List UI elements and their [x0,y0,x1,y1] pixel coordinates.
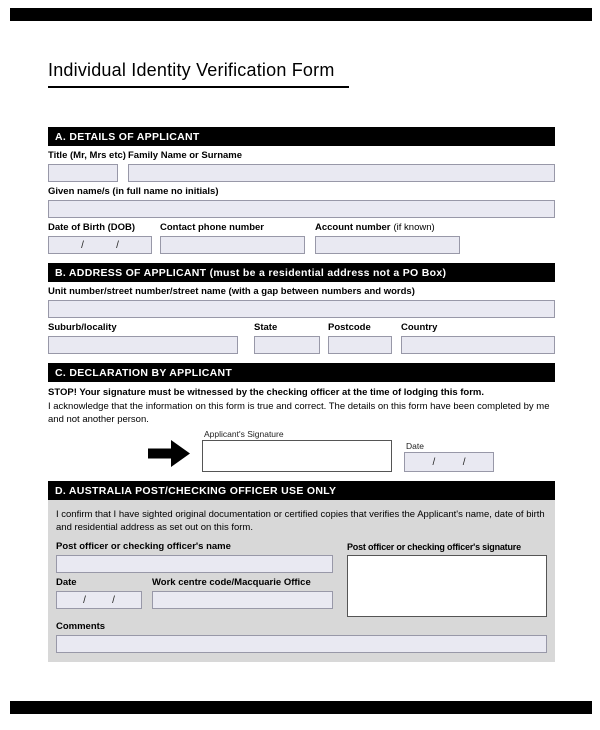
applicant-signature-box[interactable] [202,440,392,472]
postcode-field [328,318,392,354]
bottom-border-bar [10,701,592,714]
work-centre-label: Work centre code/Macquarie Office [152,577,311,588]
section-c-header: C. DECLARATION BY APPLICANT [48,363,555,382]
family-name-label: Family Name or Surname [128,150,243,161]
officer-confirmation-text: I confirm that I have sighted original documentation or certified copies that verifies the Applicant's name, date of birth and residential address as set out on this form. [56,509,545,533]
officer-signature-box[interactable] [347,555,547,617]
top-border-bar [10,8,592,21]
name-row [48,146,555,182]
suburb-field [48,318,238,354]
dob-label: Date of Birth (DOB) [48,222,136,233]
contact-phone-input[interactable] [160,236,305,254]
dob-field [48,218,152,254]
country-field [401,318,555,354]
family-name-input[interactable] [128,164,555,182]
officer-signature-field [347,541,547,617]
country-input[interactable] [401,336,555,354]
date-separator: / [83,594,86,606]
title-label: Title (Mr, Mrs etc) [48,150,126,161]
account-number-input[interactable] [315,236,460,254]
comments-label: Comments [56,621,106,632]
officer-right-column [347,537,547,617]
section-a-header: A. DETAILS OF APPLICANT [48,127,555,146]
officer-signature-label: Post officer or checking officer's signature [347,542,521,552]
section-d-header: D. AUSTRALIA POST/CHECKING OFFICER USE ONLY [48,481,555,500]
officer-panel [48,500,555,662]
state-label: State [254,322,278,333]
street-label: Unit number/street number/street name (with a gap between numbers and words) [48,286,415,297]
officer-grid [56,537,547,617]
applicant-date-field [404,441,494,472]
date-separator: / [81,239,84,251]
postcode-label: Postcode [328,322,371,333]
officer-date-workcentre-row [56,573,333,609]
officer-date-label: Date [56,577,77,588]
section-c-declaration [48,363,555,472]
officer-name-input[interactable] [56,555,333,573]
contact-phone-field [160,218,305,254]
section-b-header: B. ADDRESS OF APPLICANT (must be a residential address not a PO Box) [48,263,555,282]
title-field [48,146,128,182]
section-a-details-of-applicant [48,127,555,254]
signature-row [48,429,555,472]
acknowledgement-text: I acknowledge that the information on this form is true and correct. The details on this form have been completed by me and not another person. [48,401,550,425]
suburb-input[interactable] [48,336,238,354]
street-field [48,286,555,318]
dob-input[interactable] [48,236,152,254]
signature-pointer-arrow-icon [148,440,190,467]
contact-phone-label: Contact phone number [160,222,264,233]
officer-date-input[interactable] [56,591,142,609]
date-separator: / [112,594,115,606]
given-names-field [48,186,555,218]
account-number-hint: (if known) [393,222,435,233]
work-centre-input[interactable] [152,591,333,609]
street-input[interactable] [48,300,555,318]
given-names-label: Given name/s (in full name no initials) [48,186,219,197]
title-input[interactable] [48,164,118,182]
applicant-date-label: Date [406,441,424,451]
country-label: Country [401,322,438,333]
officer-left-column [56,537,333,617]
applicant-signature-label: Applicant's Signature [204,429,284,439]
account-number-label [315,222,460,234]
suburb-state-postcode-country-row [48,318,555,354]
applicant-signature-field [202,429,392,472]
given-names-input[interactable] [48,200,555,218]
section-d-officer-use-only [48,481,555,662]
date-separator: / [462,456,466,468]
applicant-date-input[interactable] [404,452,494,472]
page-title: Individual Identity Verification Form [48,60,349,88]
stop-warning-text: STOP! Your signature must be witnessed by the checking officer at the time of lodging this form. [48,387,485,398]
date-separator: / [432,456,436,468]
suburb-label: Suburb/locality [48,322,117,333]
officer-date-field [56,573,142,609]
section-b-address-of-applicant [48,263,555,354]
work-centre-field [152,573,333,609]
state-field [254,318,320,354]
date-separator: / [116,239,119,251]
postcode-input[interactable] [328,336,392,354]
form-content [48,127,555,671]
officer-name-label: Post officer or checking officer's name [56,541,231,552]
account-number-field [315,218,460,254]
officer-name-field [56,541,333,573]
state-input[interactable] [254,336,320,354]
account-number-label-text: Account number [315,222,391,233]
comments-input[interactable] [56,635,547,653]
dob-phone-account-row [48,218,555,254]
comments-field [56,621,547,653]
family-name-field [128,146,555,182]
